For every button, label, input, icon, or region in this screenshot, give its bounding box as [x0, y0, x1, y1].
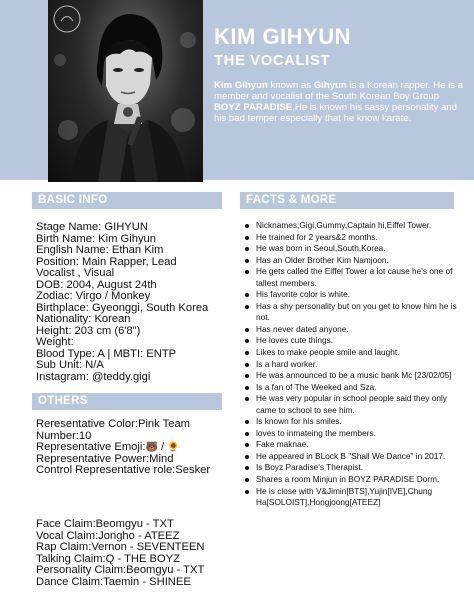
fact-item: loves to inmateing the members.: [244, 428, 468, 440]
basic-info-item: English Name: Ethan Kim: [36, 244, 164, 256]
member-role: THE VOCALIST: [214, 52, 331, 69]
facts-list: [244, 220, 468, 509]
others-item-number: Number:10: [36, 429, 92, 442]
basic-info-item: Position: Main Rapper, Lead: [36, 255, 177, 268]
facts-heading: FACTS & MORE: [240, 192, 454, 209]
claim-item: Talking Claim:Q - THE BOYZ: [36, 552, 181, 565]
claim-item: Personality Claim:Beomgyu - TXT: [36, 564, 205, 576]
intro-text-2: is a Korean rapper. He is a member and vocalist of the South Korean Boy Group: [214, 80, 464, 102]
basic-info-item: Birthplace: Gyeonggi, South Korea: [36, 301, 209, 314]
fact-item: Is known for his smiles.: [244, 416, 468, 428]
fact-item: He was born in Seoul,South,Korea.: [244, 243, 468, 255]
intro-text-1: known as: [267, 80, 314, 91]
fact-item: Fake maknae.: [244, 439, 468, 451]
basic-info-item: DOB: 2004, August 24th: [36, 278, 157, 291]
intro-stage-name: Gihyun: [313, 80, 347, 91]
fact-item: Has never dated anyone.: [244, 324, 468, 336]
fact-item: Nicknames;Gigi,Gummy,Captain hi,Eiffel Tower.: [244, 220, 468, 232]
fact-item: He trained for 2 years&2 months.: [244, 232, 468, 244]
basic-info-item: Birth Name: Kim Gihyun: [36, 232, 156, 245]
claim-item: Rap Claim:Vernon - SEVENTEEN: [36, 541, 205, 553]
emoji-label: Representative Emoji:: [36, 441, 146, 453]
fact-item: He loves cute things.: [244, 335, 468, 347]
basic-info-item: Nationality: Korean: [36, 313, 131, 325]
sunflower-emoji-icon: 🌻: [167, 442, 180, 453]
member-photo: [48, 0, 203, 182]
fact-item: Is a hard worker.: [244, 359, 468, 371]
intro-group: BOYZ PARADISE: [214, 102, 293, 113]
intro-text-3: .He is known his sassy personality and his bad temper especially that he know karate.: [214, 102, 457, 124]
fact-item: Has a shy personality but on you get to know him he is not.: [244, 301, 468, 324]
others-item-emoji: [36, 442, 236, 454]
others-item-color: Reresentative Color:Pink Team: [36, 418, 191, 430]
others-item-power: Representative Power:Mind: [36, 452, 174, 465]
basic-info-list: [36, 222, 236, 383]
claim-item: Face Claim:Beomgyu - TXT: [36, 518, 174, 530]
claim-item: Dance Claim:Taemin - SHINEE: [36, 575, 191, 588]
watermark-logo-icon: [52, 4, 82, 34]
basic-info-item: Height: 203 cm (6'8"): [36, 324, 141, 337]
others-item-control: Control Representative role:Sesker: [36, 464, 211, 476]
basic-info-item: Sub Unit: N/A: [36, 359, 104, 371]
fact-item: He gets called the Eiffel Tower a lot cause he's one of tallest members.: [244, 266, 468, 289]
intro-paragraph: [214, 80, 466, 124]
claim-item: Vocal Claim:Jongho - ATEEZ: [36, 529, 180, 542]
basic-info-item: Blood Type: A | MBTI: ENTP: [36, 347, 177, 360]
fact-item: Is Boyz Paradise's Therapist.: [244, 462, 468, 474]
basic-info-item: Vocalist , Visual: [36, 267, 115, 279]
member-name: KIM GIHYUN: [214, 24, 351, 49]
others-heading: OTHERS: [32, 393, 222, 410]
basic-info-heading: BASIC INFO: [32, 192, 222, 209]
fact-item: He is close with V&Jimin[BTS],Yujin[IVE],Chung Ha[SOLOIST],Hongjoong[ATEEZ]: [244, 486, 468, 509]
fact-item: Likes to make people smile and laught.: [244, 347, 468, 359]
basic-info-item: Zodiac: Virgo / Monkey: [36, 290, 151, 302]
basic-info-item: Stage Name: GIHYUN: [36, 221, 148, 233]
fact-item: He was very popular in school people said they only came to school to see him.: [244, 393, 468, 416]
bear-emoji-icon: 🐻: [145, 442, 158, 453]
fact-item: He appeared in BLock B "Shall We Dance" in 2017.: [244, 451, 468, 463]
emoji-separator: /: [157, 441, 168, 453]
fact-item: His favorite color is white.: [244, 289, 468, 301]
fact-item: Shares a room Minjun in BOYZ PARADISE Dorm.: [244, 474, 468, 486]
fact-item: He was announced to be a music bank Mc [23/02/05]: [244, 370, 468, 382]
fact-item: Has an Older Brother Kim Namjoon.: [244, 255, 468, 267]
basic-info-item: Instagram: @teddy.gigi: [36, 370, 151, 383]
fact-item: Is a fan of The Weeked and Sza.: [244, 382, 468, 394]
others-list: [36, 419, 236, 477]
claims-list: [36, 519, 236, 588]
basic-info-item: Weight:: [36, 336, 74, 348]
intro-name: Kim Gihyun: [214, 80, 268, 91]
